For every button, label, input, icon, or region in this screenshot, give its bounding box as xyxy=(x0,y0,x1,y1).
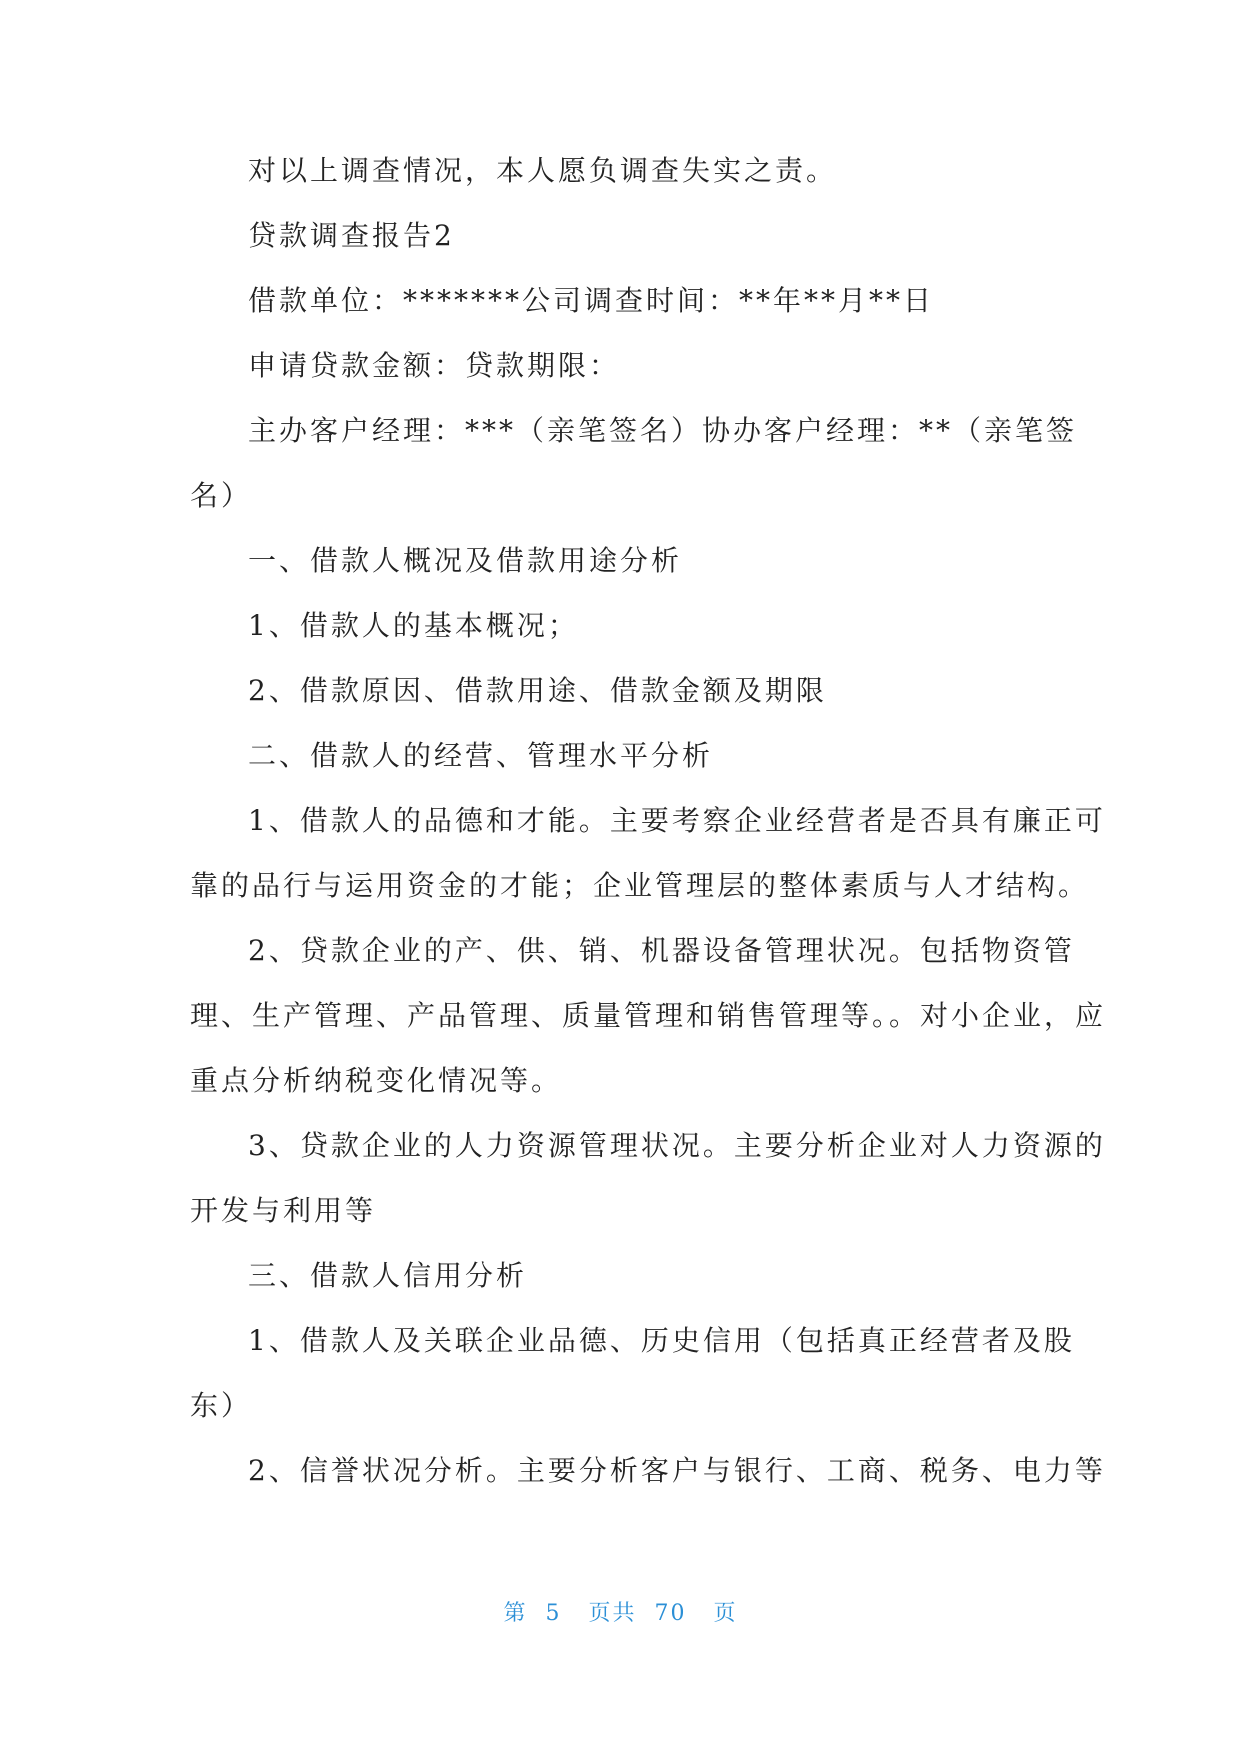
section-heading: 二、借款人的经营、管理水平分析 xyxy=(248,739,714,772)
list-item: 1、借款人的品德和才能。主要考察企业经营者是否具有廉正可 xyxy=(248,804,1106,837)
list-item: 1、借款人及关联企业品德、历史信用（包括真正经营者及股 xyxy=(248,1324,1075,1357)
paragraph-line: 名） xyxy=(190,479,253,512)
list-item: 2、信誉状况分析。主要分析客户与银行、工商、税务、电力等 xyxy=(248,1454,1106,1487)
section-title: 贷款调查报告2 xyxy=(248,219,455,252)
page-number-footer: 第 5 页共 70 页 xyxy=(503,1601,738,1626)
list-item: 2、借款原因、借款用途、借款金额及期限 xyxy=(248,674,827,707)
list-item: 1、借款人的基本概况； xyxy=(248,609,579,642)
paragraph-line: 借款单位：*******公司调查时间：**年**月**日 xyxy=(248,284,935,317)
paragraph-line: 开发与利用等 xyxy=(190,1194,377,1227)
paragraph-line: 主办客户经理：***（亲笔签名）协办客户经理：**（亲笔签 xyxy=(248,414,1078,447)
paragraph-line: 申请贷款金额：贷款期限： xyxy=(248,349,621,382)
paragraph-line: 重点分析纳税变化情况等。 xyxy=(190,1064,563,1097)
section-heading: 三、借款人信用分析 xyxy=(248,1259,528,1292)
paragraph-line: 理、生产管理、产品管理、质量管理和销售管理等。。对小企业，应 xyxy=(190,999,1107,1032)
section-heading: 一、借款人概况及借款用途分析 xyxy=(248,544,683,577)
list-item: 3、贷款企业的人力资源管理状况。主要分析企业对人力资源的 xyxy=(248,1129,1106,1162)
paragraph-line: 靠的品行与运用资金的才能；企业管理层的整体素质与人才结构。 xyxy=(190,869,1090,902)
paragraph-line: 东） xyxy=(190,1389,253,1422)
paragraph-line: 对以上调查情况，本人愿负调查失实之责。 xyxy=(248,154,838,187)
document-body xyxy=(190,154,1107,1520)
list-item: 2、贷款企业的产、供、销、机器设备管理状况。包括物资管 xyxy=(248,934,1075,967)
